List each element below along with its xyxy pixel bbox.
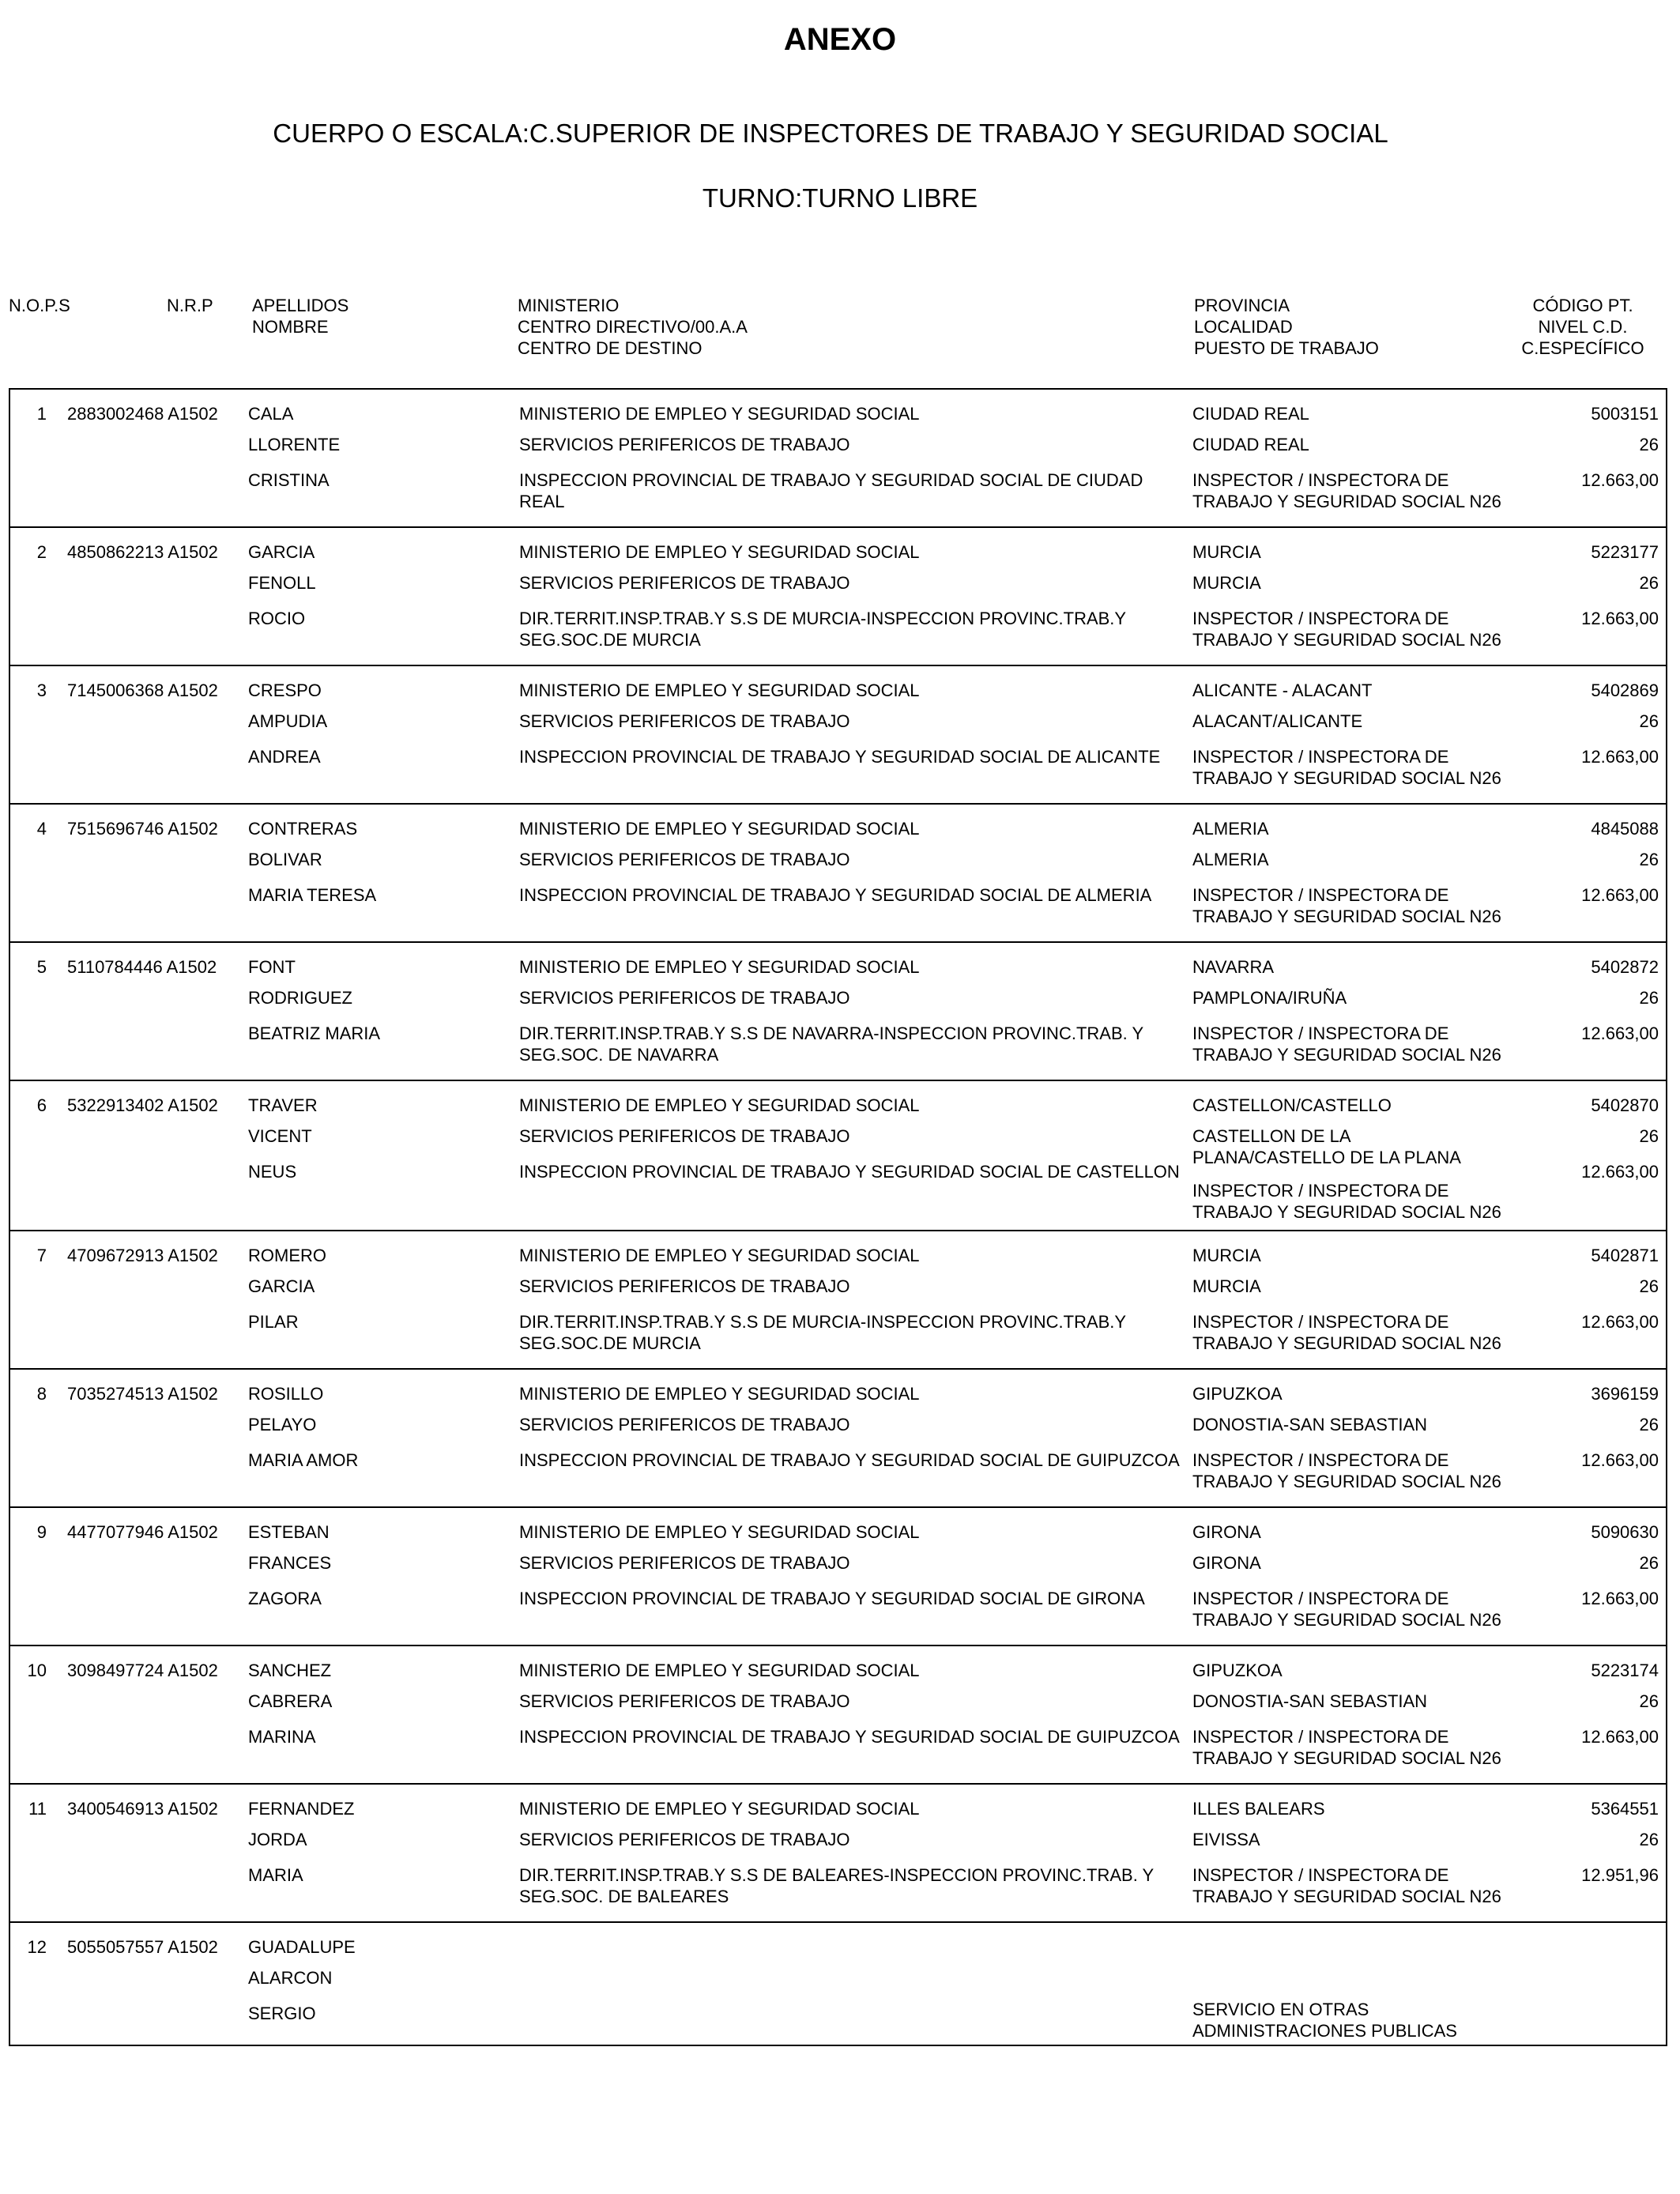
- row-number: 1: [36, 404, 47, 424]
- row-codigo-pt: 3696159: [1591, 1384, 1659, 1404]
- row-puesto: INSPECTOR / INSPECTORA DE TRABAJO Y SEGURIDAD SOCIAL N26: [1192, 1865, 1501, 1906]
- row-provincia: CASTELLON/CASTELLO: [1192, 1095, 1392, 1115]
- row-nrp: 3098497724 A1502: [67, 1661, 218, 1680]
- row-centro-directivo: SERVICIOS PERIFERICOS DE TRABAJO: [519, 1276, 850, 1296]
- row-provincia: MURCIA: [1192, 542, 1261, 562]
- row-c-especifico: 12.663,00: [1581, 1312, 1659, 1332]
- row-number: 10: [27, 1661, 47, 1680]
- row-apellido-2: VICENT: [248, 1126, 312, 1146]
- row-nombre: MARIA AMOR: [248, 1450, 359, 1470]
- row-number: 9: [36, 1522, 47, 1542]
- row-centro-directivo: SERVICIOS PERIFERICOS DE TRABAJO: [519, 1830, 850, 1849]
- row-puesto: INSPECTOR / INSPECTORA DE TRABAJO Y SEGURIDAD SOCIAL N26: [1192, 1450, 1501, 1491]
- row-nrp: 3400546913 A1502: [67, 1799, 218, 1819]
- row-puesto: INSPECTOR / INSPECTORA DE TRABAJO Y SEGURIDAD SOCIAL N26: [1192, 747, 1501, 788]
- row-nrp: 7035274513 A1502: [67, 1384, 218, 1404]
- row-c-especifico: 12.663,00: [1581, 1450, 1659, 1470]
- row-nombre: BEATRIZ MARIA: [248, 1023, 381, 1043]
- row-nombre: MARIA: [248, 1865, 303, 1885]
- row-ministerio: MINISTERIO DE EMPLEO Y SEGURIDAD SOCIAL: [519, 404, 920, 424]
- row-number: 4: [36, 819, 47, 839]
- row-ministerio: MINISTERIO DE EMPLEO Y SEGURIDAD SOCIAL: [519, 680, 920, 700]
- row-apellido-2: RODRIGUEZ: [248, 988, 352, 1008]
- row-nombre: NEUS: [248, 1162, 297, 1182]
- row-apellido-1: CALA: [248, 404, 294, 424]
- row-c-especifico: 12.663,00: [1581, 1162, 1659, 1182]
- row-apellido-2: PELAYO: [248, 1415, 317, 1434]
- row-nombre: ZAGORA: [248, 1589, 322, 1608]
- row-number: 6: [36, 1095, 47, 1115]
- row-localidad: CIUDAD REAL: [1192, 435, 1309, 454]
- cuerpo-escala: CUERPO O ESCALA:C.SUPERIOR DE INSPECTORES DE TRABAJO Y SEGURIDAD SOCIAL: [273, 119, 1388, 148]
- row-centro-destino: DIR.TERRIT.INSP.TRAB.Y S.S DE BALEARES-INSPECCION PROVINC.TRAB. Y SEG.SOC. DE BALEARES: [519, 1865, 1154, 1906]
- row-centro-destino: INSPECCION PROVINCIAL DE TRABAJO Y SEGURIDAD SOCIAL DE CASTELLON: [519, 1162, 1180, 1182]
- header-nrp: N.R.P: [167, 296, 213, 315]
- row-localidad: PAMPLONA/IRUÑA: [1192, 988, 1347, 1008]
- row-provincia: ALICANTE - ALACANT: [1192, 680, 1373, 700]
- row-provincia: MURCIA: [1192, 1246, 1261, 1265]
- row-nivel-cd: 26: [1639, 988, 1659, 1008]
- row-centro-destino: DIR.TERRIT.INSP.TRAB.Y S.S DE MURCIA-INSPECCION PROVINC.TRAB.Y SEG.SOC.DE MURCIA: [519, 609, 1126, 650]
- row-ministerio: MINISTERIO DE EMPLEO Y SEGURIDAD SOCIAL: [519, 1661, 920, 1680]
- row-puesto: SERVICIO EN OTRAS ADMINISTRACIONES PUBLICAS: [1192, 2000, 1457, 2041]
- row-nivel-cd: 26: [1639, 1691, 1659, 1711]
- row-centro-destino: INSPECCION PROVINCIAL DE TRABAJO Y SEGURIDAD SOCIAL DE GIRONA: [519, 1589, 1145, 1608]
- row-provincia: GIPUZKOA: [1192, 1661, 1283, 1680]
- row-number: 12: [27, 1937, 47, 1957]
- row-centro-destino: INSPECCION PROVINCIAL DE TRABAJO Y SEGURIDAD SOCIAL DE CIUDAD REAL: [519, 470, 1143, 511]
- row-c-especifico: 12.663,00: [1581, 747, 1659, 767]
- row-apellido-1: GARCIA: [248, 542, 315, 562]
- row-centro-destino: INSPECCION PROVINCIAL DE TRABAJO Y SEGURIDAD SOCIAL DE ALMERIA: [519, 885, 1152, 905]
- row-number: 8: [36, 1384, 47, 1404]
- row-localidad: GIRONA: [1192, 1553, 1261, 1573]
- table-row: [9, 526, 1667, 665]
- row-ministerio: MINISTERIO DE EMPLEO Y SEGURIDAD SOCIAL: [519, 957, 920, 977]
- row-localidad: MURCIA: [1192, 573, 1261, 593]
- row-ministerio: MINISTERIO DE EMPLEO Y SEGURIDAD SOCIAL: [519, 542, 920, 562]
- document-title: ANEXO: [783, 22, 897, 57]
- row-provincia: CIUDAD REAL: [1192, 404, 1309, 424]
- row-nrp: 5110784446 A1502: [67, 957, 217, 977]
- row-centro-directivo: SERVICIOS PERIFERICOS DE TRABAJO: [519, 1126, 850, 1146]
- row-c-especifico: 12.951,96: [1581, 1865, 1659, 1885]
- table-row: [9, 1506, 1667, 1645]
- table-row: [9, 941, 1667, 1080]
- row-puesto: INSPECTOR / INSPECTORA DE TRABAJO Y SEGURIDAD SOCIAL N26: [1192, 1589, 1501, 1630]
- row-codigo-pt: 5223174: [1591, 1661, 1659, 1680]
- row-centro-directivo: SERVICIOS PERIFERICOS DE TRABAJO: [519, 988, 850, 1008]
- row-centro-destino: INSPECCION PROVINCIAL DE TRABAJO Y SEGURIDAD SOCIAL DE GUIPUZCOA: [519, 1727, 1180, 1747]
- row-nivel-cd: 26: [1639, 1553, 1659, 1573]
- row-codigo-pt: 4845088: [1591, 819, 1659, 839]
- row-nombre: SERGIO: [248, 2004, 316, 2023]
- row-nrp: 4850862213 A1502: [67, 542, 218, 562]
- row-nivel-cd: 26: [1639, 435, 1659, 454]
- row-centro-directivo: SERVICIOS PERIFERICOS DE TRABAJO: [519, 711, 850, 731]
- row-apellido-1: ROSILLO: [248, 1384, 324, 1404]
- row-provincia: ILLES BALEARS: [1192, 1799, 1325, 1819]
- row-c-especifico: 12.663,00: [1581, 1589, 1659, 1608]
- row-number: 11: [28, 1799, 47, 1819]
- row-localidad: CASTELLON DE LA PLANA/CASTELLO DE LA PLANA: [1192, 1126, 1461, 1167]
- row-nrp: 4477077946 A1502: [67, 1522, 218, 1542]
- row-number: 5: [36, 957, 47, 977]
- row-codigo-pt: 5223177: [1591, 542, 1659, 562]
- row-apellido-2: AMPUDIA: [248, 711, 328, 731]
- row-centro-directivo: SERVICIOS PERIFERICOS DE TRABAJO: [519, 1553, 850, 1573]
- row-apellido-2: GARCIA: [248, 1276, 315, 1296]
- row-c-especifico: 12.663,00: [1581, 885, 1659, 905]
- row-localidad: DONOSTIA-SAN SEBASTIAN: [1192, 1415, 1428, 1434]
- row-apellido-2: FENOLL: [248, 573, 316, 593]
- row-apellido-2: ALARCON: [248, 1968, 333, 1988]
- table-row: [9, 1230, 1667, 1368]
- row-codigo-pt: 5402872: [1591, 957, 1659, 977]
- header-codigo: CÓDIGO PT. NIVEL C.D. C.ESPECÍFICO: [1521, 296, 1644, 358]
- row-nivel-cd: 26: [1639, 1126, 1659, 1146]
- row-number: 2: [36, 542, 47, 562]
- row-nombre: ROCIO: [248, 609, 306, 628]
- row-ministerio: MINISTERIO DE EMPLEO Y SEGURIDAD SOCIAL: [519, 1246, 920, 1265]
- row-codigo-pt: 5402871: [1591, 1246, 1659, 1265]
- turno: TURNO:TURNO LIBRE: [702, 183, 978, 213]
- row-centro-directivo: SERVICIOS PERIFERICOS DE TRABAJO: [519, 435, 850, 454]
- row-localidad: ALACANT/ALICANTE: [1192, 711, 1363, 731]
- row-nivel-cd: 26: [1639, 1415, 1659, 1434]
- row-c-especifico: 12.663,00: [1581, 609, 1659, 628]
- row-nrp: 2883002468 A1502: [67, 404, 218, 424]
- row-number: 3: [36, 680, 47, 700]
- row-codigo-pt: 5364551: [1591, 1799, 1659, 1819]
- row-number: 7: [36, 1246, 47, 1265]
- row-ministerio: MINISTERIO DE EMPLEO Y SEGURIDAD SOCIAL: [519, 1522, 920, 1542]
- row-apellido-2: FRANCES: [248, 1553, 332, 1573]
- row-apellido-1: SANCHEZ: [248, 1661, 332, 1680]
- row-apellido-1: TRAVER: [248, 1095, 318, 1115]
- row-provincia: NAVARRA: [1192, 957, 1275, 977]
- row-nivel-cd: 26: [1639, 573, 1659, 593]
- row-c-especifico: 12.663,00: [1581, 1727, 1659, 1747]
- row-provincia: GIPUZKOA: [1192, 1384, 1283, 1404]
- row-nrp: 4709672913 A1502: [67, 1246, 218, 1265]
- row-nombre: MARINA: [248, 1727, 316, 1747]
- row-nivel-cd: 26: [1639, 1830, 1659, 1849]
- row-apellido-2: CABRERA: [248, 1691, 333, 1711]
- header-provincia: PROVINCIA LOCALIDAD PUESTO DE TRABAJO: [1194, 296, 1379, 358]
- row-apellido-1: ROMERO: [248, 1246, 326, 1265]
- row-nrp: 7515696746 A1502: [67, 819, 218, 839]
- table-row: [9, 1368, 1667, 1506]
- row-nombre: PILAR: [248, 1312, 299, 1332]
- row-puesto: INSPECTOR / INSPECTORA DE TRABAJO Y SEGURIDAD SOCIAL N26: [1192, 1727, 1501, 1768]
- row-apellido-1: FERNANDEZ: [248, 1799, 355, 1819]
- row-codigo-pt: 5402869: [1591, 680, 1659, 700]
- row-apellido-1: ESTEBAN: [248, 1522, 330, 1542]
- row-localidad: ALMERIA: [1192, 850, 1269, 869]
- results-table: [9, 388, 1667, 2046]
- row-puesto: INSPECTOR / INSPECTORA DE TRABAJO Y SEGURIDAD SOCIAL N26: [1192, 470, 1501, 511]
- row-centro-directivo: SERVICIOS PERIFERICOS DE TRABAJO: [519, 850, 850, 869]
- header-ministerio: MINISTERIO CENTRO DIRECTIVO/00.A.A CENTRO DE DESTINO: [518, 296, 748, 358]
- row-puesto: INSPECTOR / INSPECTORA DE TRABAJO Y SEGURIDAD SOCIAL N26: [1192, 885, 1501, 926]
- table-row: [9, 1645, 1667, 1783]
- row-apellido-1: CONTRERAS: [248, 819, 358, 839]
- row-apellido-2: JORDA: [248, 1830, 307, 1849]
- row-puesto: INSPECTOR / INSPECTORA DE TRABAJO Y SEGURIDAD SOCIAL N26: [1192, 609, 1501, 650]
- table-row: [9, 803, 1667, 941]
- row-provincia: GIRONA: [1192, 1522, 1261, 1542]
- row-nivel-cd: 26: [1639, 1276, 1659, 1296]
- row-apellido-1: GUADALUPE: [248, 1937, 356, 1957]
- row-puesto: INSPECTOR / INSPECTORA DE TRABAJO Y SEGURIDAD SOCIAL N26: [1192, 1023, 1501, 1065]
- row-ministerio: MINISTERIO DE EMPLEO Y SEGURIDAD SOCIAL: [519, 1384, 920, 1404]
- row-centro-directivo: SERVICIOS PERIFERICOS DE TRABAJO: [519, 1415, 850, 1434]
- row-codigo-pt: 5090630: [1591, 1522, 1659, 1542]
- row-localidad: EIVISSA: [1192, 1830, 1260, 1849]
- row-apellido-2: BOLIVAR: [248, 850, 322, 869]
- header-apellidos: APELLIDOS NOMBRE: [252, 296, 349, 337]
- row-c-especifico: 12.663,00: [1581, 1023, 1659, 1043]
- row-nrp: 5055057557 A1502: [67, 1937, 218, 1957]
- row-codigo-pt: 5003151: [1591, 404, 1659, 424]
- row-nombre: MARIA TERESA: [248, 885, 377, 905]
- row-ministerio: MINISTERIO DE EMPLEO Y SEGURIDAD SOCIAL: [519, 1799, 920, 1819]
- row-localidad: MURCIA: [1192, 1276, 1261, 1296]
- row-ministerio: MINISTERIO DE EMPLEO Y SEGURIDAD SOCIAL: [519, 819, 920, 839]
- row-puesto: INSPECTOR / INSPECTORA DE TRABAJO Y SEGURIDAD SOCIAL N26: [1192, 1181, 1501, 1222]
- row-nivel-cd: 26: [1639, 850, 1659, 869]
- row-nombre: CRISTINA: [248, 470, 330, 490]
- row-nrp: 5322913402 A1502: [67, 1095, 218, 1115]
- row-centro-directivo: SERVICIOS PERIFERICOS DE TRABAJO: [519, 1691, 850, 1711]
- row-centro-destino: INSPECCION PROVINCIAL DE TRABAJO Y SEGURIDAD SOCIAL DE GUIPUZCOA: [519, 1450, 1180, 1470]
- table-row: [9, 1783, 1667, 1921]
- row-apellido-1: FONT: [248, 957, 296, 977]
- table-row: [9, 388, 1667, 526]
- row-centro-destino: DIR.TERRIT.INSP.TRAB.Y S.S DE NAVARRA-INSPECCION PROVINC.TRAB. Y SEG.SOC. DE NAVARRA: [519, 1023, 1143, 1065]
- row-centro-destino: INSPECCION PROVINCIAL DE TRABAJO Y SEGURIDAD SOCIAL DE ALICANTE: [519, 747, 1161, 767]
- row-apellido-2: LLORENTE: [248, 435, 341, 454]
- row-nrp: 7145006368 A1502: [67, 680, 218, 700]
- row-provincia: ALMERIA: [1192, 819, 1269, 839]
- header-nops: N.O.P.S: [9, 296, 70, 315]
- row-localidad: DONOSTIA-SAN SEBASTIAN: [1192, 1691, 1428, 1711]
- row-ministerio: MINISTERIO DE EMPLEO Y SEGURIDAD SOCIAL: [519, 1095, 920, 1115]
- row-nombre: ANDREA: [248, 747, 321, 767]
- row-c-especifico: 12.663,00: [1581, 470, 1659, 490]
- row-centro-directivo: SERVICIOS PERIFERICOS DE TRABAJO: [519, 573, 850, 593]
- row-nivel-cd: 26: [1639, 711, 1659, 731]
- row-apellido-1: CRESPO: [248, 680, 322, 700]
- table-row: [9, 1080, 1667, 1230]
- row-centro-destino: DIR.TERRIT.INSP.TRAB.Y S.S DE MURCIA-INSPECCION PROVINC.TRAB.Y SEG.SOC.DE MURCIA: [519, 1312, 1126, 1353]
- table-row: [9, 1921, 1667, 2046]
- table-row: [9, 665, 1667, 803]
- row-codigo-pt: 5402870: [1591, 1095, 1659, 1115]
- row-puesto: INSPECTOR / INSPECTORA DE TRABAJO Y SEGURIDAD SOCIAL N26: [1192, 1312, 1501, 1353]
